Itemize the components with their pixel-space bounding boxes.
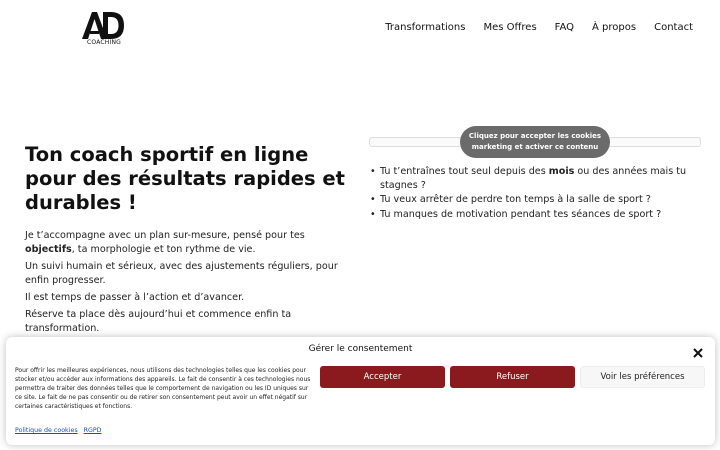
accept-button[interactable]: Accepter	[320, 366, 445, 388]
hero-p1-text-end: , ta morphologie et ton rythme de vie.	[71, 244, 256, 255]
preferences-button[interactable]: Voir les préférences	[580, 366, 705, 388]
list-item: • Tu veux arrêter de perdre ton temps à la salle de sport ?	[380, 193, 700, 207]
hero-description	[25, 229, 355, 339]
refuse-button[interactable]: Refuser	[450, 366, 575, 388]
pain-points-list	[380, 165, 700, 222]
consent-title: Gérer le consentement	[308, 344, 413, 354]
accept-marketing-cookies-button[interactable]: Cliquez pour accepter les cookies marketing et activer ce contenu	[460, 126, 610, 158]
ad-logo-icon	[80, 10, 126, 40]
bullet-1-bold: mois	[548, 166, 575, 177]
list-item	[380, 165, 700, 192]
nav-mes-offres[interactable]: Mes Offres	[483, 22, 537, 33]
nav-a-propos[interactable]: À propos	[592, 22, 637, 33]
bullet-1-text-end: ou des années mais tu stagnes ?	[380, 166, 687, 191]
hero-p1-bold: objectifs	[25, 244, 72, 255]
main-nav	[385, 22, 693, 33]
hero-paragraph-3: Il est temps de passer à l’action et d’avancer.	[25, 292, 245, 303]
nav-faq[interactable]: FAQ	[554, 22, 575, 33]
nav-transformations[interactable]: Transformations	[385, 22, 466, 33]
bullet-1-text: Tu t’entraînes tout seul depuis des	[380, 166, 549, 177]
hero-paragraph-2: Un suivi humain et sérieux, avec des ajustements réguliers, pour enfin progresser.	[25, 261, 338, 286]
close-icon[interactable]	[692, 344, 704, 356]
logo-subtitle: COACHING	[87, 39, 122, 46]
nav-contact[interactable]: Contact	[654, 22, 693, 33]
cookie-policy-link[interactable]: Politique de cookies	[15, 427, 78, 434]
hero-paragraph-1	[25, 229, 355, 257]
hero-title: Ton coach sportif en ligne pour des résultats rapides et durables !	[25, 143, 345, 214]
list-item: • Tu manques de motivation pendant tes séances de sport ?	[380, 208, 700, 222]
hero-p1-text: Je t’accompagne avec un plan sur-mesure, pensé pour tes	[25, 230, 305, 241]
hero-paragraph-4: Réserve ta place dès aujourd’hui et commence enfin ta transformation.	[25, 309, 292, 334]
site-header	[0, 0, 720, 60]
rgpd-link[interactable]: RGPD	[83, 427, 102, 434]
cookie-consent-banner	[6, 337, 715, 445]
consent-links	[15, 427, 102, 434]
consent-description: Pour offrir les meilleures expériences, nous utilisons des technologies telles que les cookies pour stocker et/ou accéder aux informations des appareils. Le fait de consentir à ces technologies nous permettra de traiter des données telles que le comportement de navigation ou les ID uniques sur ce site. Le fait de ne pas consentir ou de retirer son consentement peut avoir un effet négatif sur certaines caractéristiques et fonctions.	[15, 367, 311, 410]
